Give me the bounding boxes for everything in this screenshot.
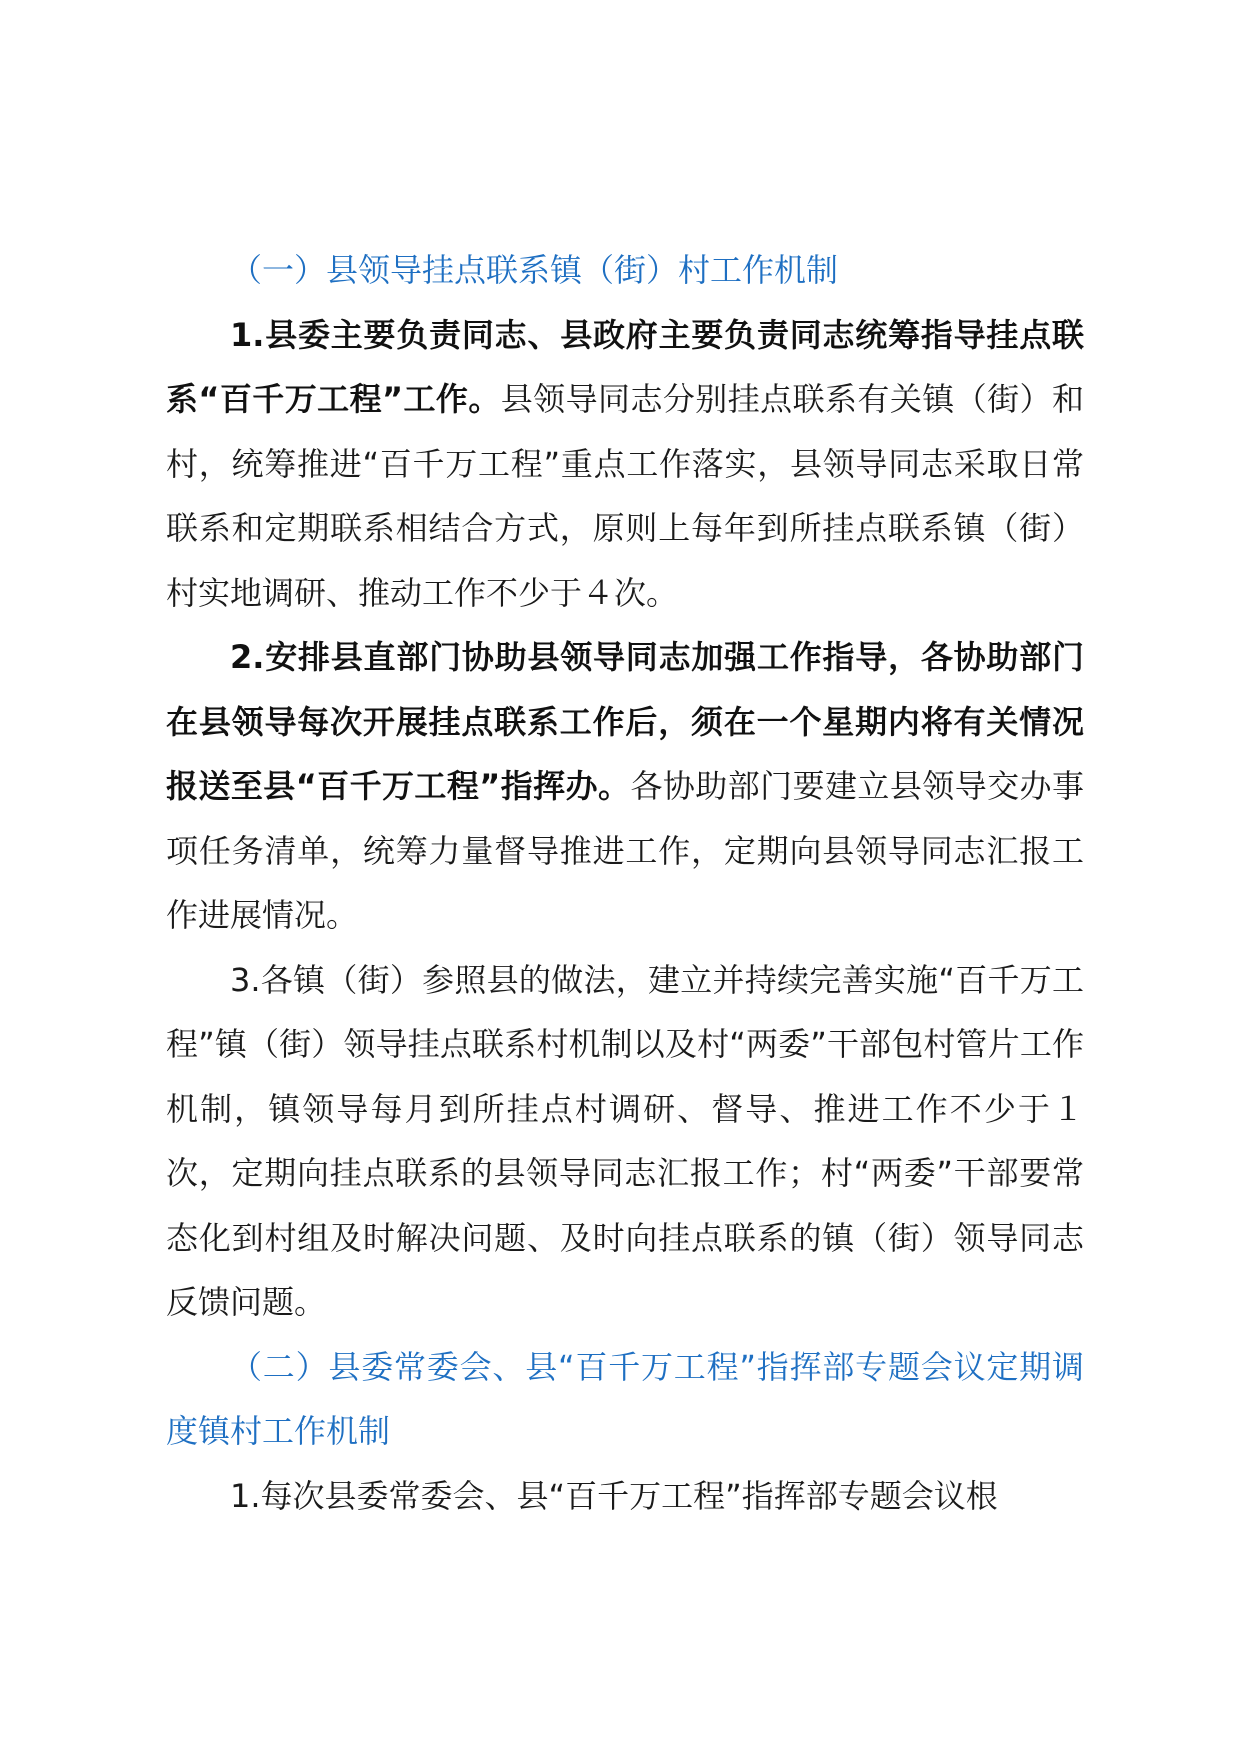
section-heading-1: （一）县领导挂点联系镇（街）村工作机制 [230, 251, 839, 289]
document-body [166, 238, 1084, 1528]
paragraph-item-2 [166, 625, 1084, 948]
paragraph-item-1-body: 县领导同志分别挂点联系有关镇（街）和村，统筹推进“百千万工程”重点工作落实，县领导同志采取日常联系和定期联系相结合方式，原则上每年到所挂点联系镇（街）村实地调研、推动工作不少于４次。 [166, 380, 1084, 612]
paragraph-item-4: 1.每次县委常委会、县“百千万工程”指挥部专题会议根 [230, 1476, 998, 1515]
paragraph-item-1 [166, 303, 1084, 626]
section-heading-2: （二）县委常委会、县“百千万工程”指挥部专题会议定期调度镇村工作机制 [166, 1347, 1084, 1450]
paragraph-item-2-lead: 2.安排县直部门协助县领导同志加强工作指导，各协助部门在县领导每次开展挂点联系工作后，须在一个星期内将有关情况报送至县“百千万工程”指挥办。 [166, 638, 1084, 805]
paragraph-item-3: 3.各镇（街）参照县的做法，建立并持续完善实施“百千万工程”镇（街）领导挂点联系村机制以及村“两委”干部包村管片工作机制，镇领导每月到所挂点村调研、督导、推进工作不少于１次，定期向挂点联系的县领导同志汇报工作；村“两委”干部要常态化到村组及时解决问题、及时向挂点联系的镇（街）领导同志反馈问题。 [166, 960, 1084, 1321]
paragraph-item-2-body: 各协助部门要建立县领导交办事项任务清单，统筹力量督导推进工作，定期向县领导同志汇报工作进展情况。 [166, 767, 1084, 934]
paragraph-item-1-lead: 1.县委主要负责同志、县政府主要负责同志统筹指导挂点联系“百千万工程”工作。 [166, 315, 1084, 418]
